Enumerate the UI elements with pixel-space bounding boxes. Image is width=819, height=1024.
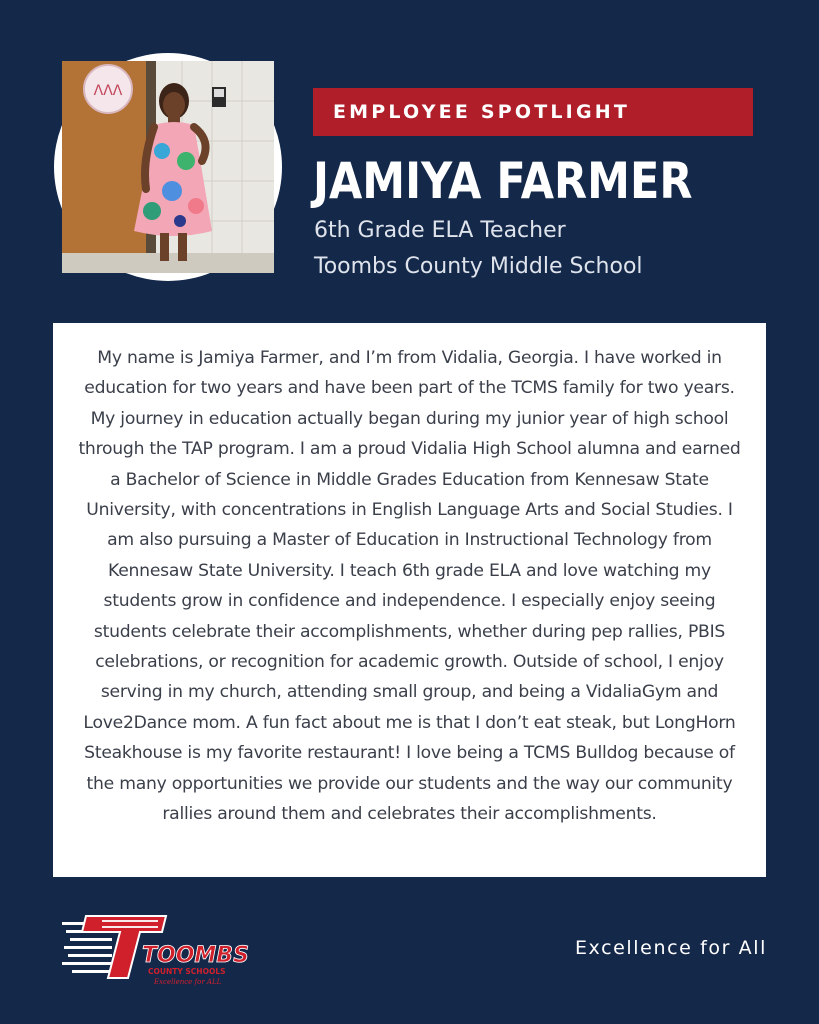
employee-role: 6th Grade ELA Teacher: [314, 218, 566, 243]
bio-card: [53, 323, 766, 877]
employee-name: JAMIYA FARMER: [313, 152, 693, 210]
employee-spotlight-banner: [313, 88, 753, 136]
bio-text: My name is Jamiya Farmer, and I’m from Vidalia, Georgia. I have worked in education for two years and have been part of the TCMS family for two years. My journey in education actually began during my junior year of high school through the TAP program. I am a proud Vidalia High School alumna and earned a Bachelor of Science in Middle Grades Education from Kennesaw State University, with concentrations in English Language Arts and Social Studies. I am also pursuing a Master of Education in Instructional Technology from Kennesaw State University. I teach 6th grade ELA and love watching my students grow in confidence and independence. I especially enjoy seeing students celebrate their accomplishments, whether during pep rallies, PBIS celebrations, or recognition for academic growth. Outside of school, I enjoy serving in my church, attending small group, and being a VidaliaGym and Love2Dance mom. A fun fact about me is that I don’t eat steak, but LongHorn Steakhouse is my favorite restaurant! I love being a TCMS Bulldog because of the many opportunities we provide our students and the way our community rallies around them and celebrates their accomplishments.: [78, 348, 741, 825]
logo-wordmark: TOOMBS: [142, 943, 249, 968]
toombs-county-schools-logo: [62, 912, 249, 990]
profile-photo-frame: [54, 53, 282, 281]
employee-school: Toombs County Middle School: [314, 254, 643, 279]
banner-label: EMPLOYEE SPOTLIGHT: [333, 101, 631, 123]
logo-slogan: Excellence for ALL: [154, 978, 222, 986]
profile-photo: [62, 61, 274, 273]
footer-tagline: Excellence for All: [574, 937, 767, 959]
svg-text:ΛΛΛ: ΛΛΛ: [93, 83, 123, 99]
profile-photo-illustration: [62, 61, 274, 273]
logo-subline: COUNTY SCHOOLS: [148, 967, 226, 976]
